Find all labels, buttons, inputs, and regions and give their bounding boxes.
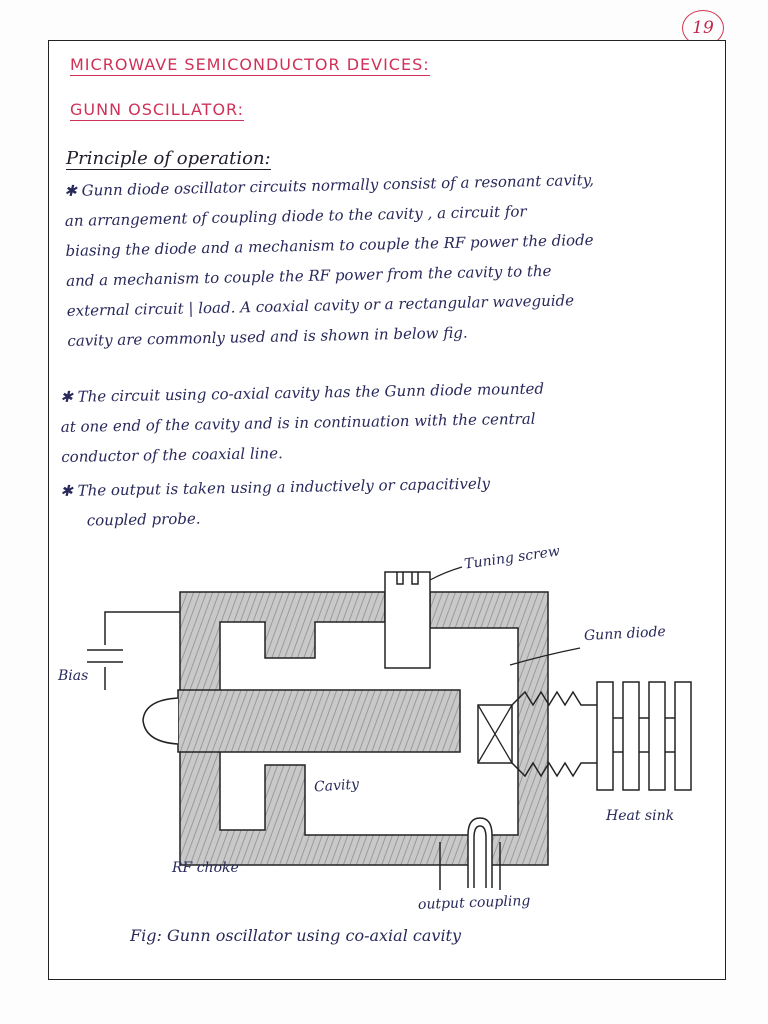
label-tuning-screw: Tuning screw	[463, 543, 561, 573]
para1-line: cavity are commonly used and is shown in below fig.	[67, 323, 468, 350]
para2-line: at one end of the cavity and is in continuation with the central	[60, 409, 536, 436]
bias-capacitor	[87, 612, 180, 690]
bullet-marker: ✱	[64, 181, 78, 200]
para1-line: and a mechanism to couple the RF power from the cavity to the	[66, 261, 552, 290]
tuning-screw	[385, 572, 430, 668]
sub-heading: GUNN OSCILLATOR:	[70, 100, 245, 119]
label-heat-sink: Heat sink	[606, 808, 675, 824]
para1-line: an arrangement of coupling diode to the cavity , a circuit for	[64, 202, 527, 230]
para2-line: conductor of the coaxial line.	[61, 444, 283, 466]
para1-line: external circuit | load. A coaxial cavity or a rectangular waveguide	[66, 291, 575, 320]
label-cavity: Cavity	[313, 776, 360, 796]
bias-dome	[143, 698, 178, 744]
page-number: 19	[682, 10, 724, 46]
figure-caption: Fig: Gunn oscillator using co-axial cavity	[130, 926, 462, 945]
main-heading: MICROWAVE SEMICONDUCTOR DEVICES:	[70, 55, 430, 74]
label-bias: Bias	[58, 668, 89, 684]
section-title: Principle of operation:	[66, 148, 271, 169]
para3-line: coupled probe.	[86, 509, 201, 530]
bullet-marker: ✱	[60, 481, 73, 500]
para1-line: ✱ Gunn diode oscillator circuits normally consist of a resonant cavity,	[64, 170, 595, 200]
para3-line: ✱ The output is taken using a inductively or capacitively	[60, 474, 491, 500]
label-gunn-diode: Gunn diode	[583, 623, 667, 645]
center-conductor	[178, 690, 460, 752]
label-rf-choke: RF choke	[172, 860, 239, 876]
para1-line: biasing the diode and a mechanism to couple the RF power the diode	[65, 230, 594, 260]
para2-line: ✱ The circuit using co-axial cavity has the Gunn diode mounted	[60, 379, 545, 406]
label-output-coupling: output coupling	[417, 893, 531, 913]
bullet-marker: ✱	[60, 387, 73, 406]
tuning-screw-arrow	[430, 567, 462, 580]
heat-sink	[597, 682, 691, 790]
